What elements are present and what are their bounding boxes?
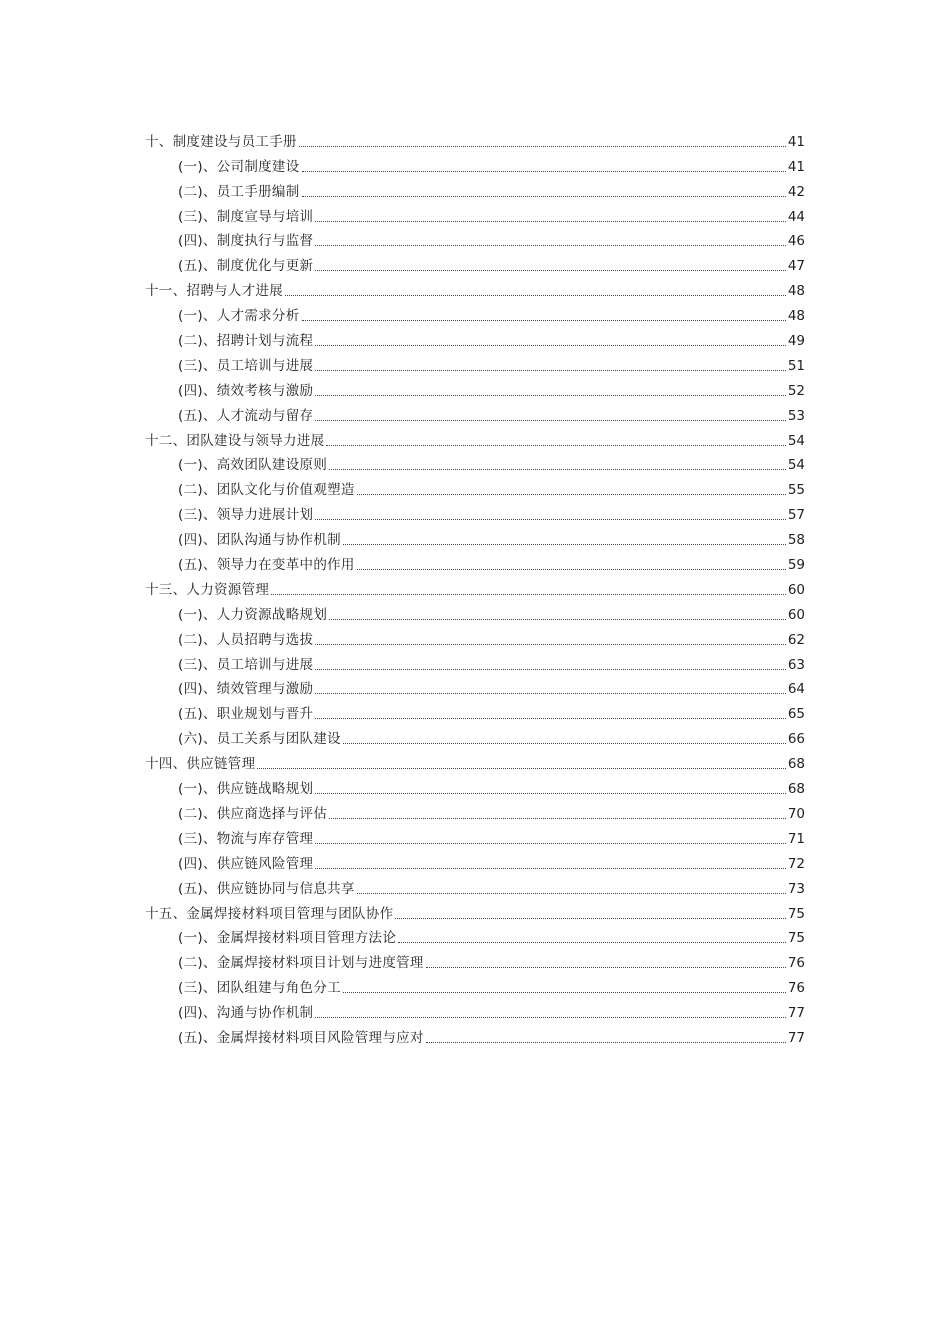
toc-page-number: 76 <box>787 980 805 997</box>
toc-section-entry[interactable] <box>145 499 805 524</box>
toc-dot-leader <box>315 370 785 371</box>
toc-entry-title: (五)、供应链协同与信息共享 <box>178 880 355 897</box>
toc-dot-leader <box>426 967 786 968</box>
toc-entry-title: (一)、公司制度建设 <box>178 158 300 175</box>
toc-entry-title: (六)、员工关系与团队建设 <box>178 731 341 748</box>
toc-dot-leader <box>315 669 785 670</box>
toc-page-number: 77 <box>787 1005 805 1022</box>
toc-section-entry[interactable] <box>145 723 805 748</box>
toc-entry-title: (四)、沟通与协作机制 <box>178 1005 314 1022</box>
toc-page-number: 55 <box>787 482 805 499</box>
toc-section-entry[interactable] <box>145 773 805 798</box>
toc-section-entry[interactable] <box>145 674 805 699</box>
toc-dot-leader <box>343 992 786 993</box>
toc-entry-title: (五)、职业规划与晋升 <box>178 706 314 723</box>
toc-page-number: 41 <box>787 158 805 175</box>
toc-entry-title: (五)、金属焊接材料项目风险管理与应对 <box>178 1029 424 1046</box>
toc-chapter-entry[interactable] <box>145 126 805 151</box>
toc-dot-leader <box>426 1042 786 1043</box>
toc-page-number: 68 <box>787 781 805 798</box>
toc-dot-leader <box>315 1017 785 1018</box>
toc-entry-title: 十、制度建设与员工手册 <box>145 133 297 150</box>
toc-entry-title: (五)、制度优化与更新 <box>178 258 314 275</box>
toc-page-number: 52 <box>787 382 805 399</box>
toc-section-entry[interactable] <box>145 325 805 350</box>
toc-section-entry[interactable] <box>145 300 805 325</box>
toc-entry-title: (二)、员工手册编制 <box>178 183 300 200</box>
toc-page-number: 70 <box>787 805 805 822</box>
toc-page-number: 62 <box>787 631 805 648</box>
toc-section-entry[interactable] <box>145 823 805 848</box>
toc-section-entry[interactable] <box>145 350 805 375</box>
toc-section-entry[interactable] <box>145 947 805 972</box>
toc-dot-leader <box>329 619 786 620</box>
toc-entry-title: (一)、人才需求分析 <box>178 308 300 325</box>
toc-chapter-entry[interactable] <box>145 748 805 773</box>
toc-entry-title: (二)、金属焊接材料项目计划与进度管理 <box>178 955 424 972</box>
toc-page-number: 59 <box>787 557 805 574</box>
toc-section-entry[interactable] <box>145 698 805 723</box>
toc-section-entry[interactable] <box>145 848 805 873</box>
toc-dot-leader <box>357 893 786 894</box>
toc-dot-leader <box>271 594 786 595</box>
toc-entry-title: 十四、供应链管理 <box>145 756 256 773</box>
toc-dot-leader <box>315 270 785 271</box>
toc-section-entry[interactable] <box>145 375 805 400</box>
toc-entry-title: (二)、人员招聘与选拔 <box>178 631 314 648</box>
toc-section-entry[interactable] <box>145 524 805 549</box>
toc-page-number: 54 <box>787 432 805 449</box>
toc-page-number: 73 <box>787 880 805 897</box>
toc-dot-leader <box>395 918 785 919</box>
toc-entry-title: (四)、绩效管理与激励 <box>178 681 314 698</box>
toc-page-number: 63 <box>787 656 805 673</box>
toc-chapter-entry[interactable] <box>145 425 805 450</box>
toc-page-number: 76 <box>787 955 805 972</box>
toc-page-number: 60 <box>787 606 805 623</box>
toc-dot-leader <box>315 868 785 869</box>
toc-dot-leader <box>302 171 786 172</box>
toc-section-entry[interactable] <box>145 549 805 574</box>
toc-dot-leader <box>343 544 786 545</box>
toc-section-entry[interactable] <box>145 450 805 475</box>
toc-page-number: 41 <box>787 133 805 150</box>
toc-section-entry[interactable] <box>145 151 805 176</box>
toc-section-entry[interactable] <box>145 176 805 201</box>
toc-entry-title: (四)、绩效考核与激励 <box>178 382 314 399</box>
toc-page-number: 65 <box>787 706 805 723</box>
toc-page-number: 75 <box>787 930 805 947</box>
toc-page-number: 72 <box>787 855 805 872</box>
toc-dot-leader <box>315 843 785 844</box>
toc-dot-leader <box>315 519 785 520</box>
toc-dot-leader <box>315 793 785 794</box>
toc-dot-leader <box>315 644 785 645</box>
toc-entry-title: (三)、员工培训与进展 <box>178 656 314 673</box>
toc-dot-leader <box>315 245 785 246</box>
toc-entry-title: (三)、员工培训与进展 <box>178 357 314 374</box>
toc-page-number: 58 <box>787 532 805 549</box>
toc-dot-leader <box>315 420 785 421</box>
toc-dot-leader <box>315 221 785 222</box>
toc-section-entry[interactable] <box>145 250 805 275</box>
toc-dot-leader <box>315 693 785 694</box>
toc-entry-title: 十五、金属焊接材料项目管理与团队协作 <box>145 905 394 922</box>
toc-page-number: 77 <box>787 1029 805 1046</box>
toc-dot-leader <box>329 469 786 470</box>
toc-section-entry[interactable] <box>145 873 805 898</box>
toc-entry-title: (三)、领导力进展计划 <box>178 507 314 524</box>
toc-entry-title: (五)、领导力在变革中的作用 <box>178 557 355 574</box>
toc-dot-leader <box>302 196 786 197</box>
toc-page-number: 57 <box>787 507 805 524</box>
toc-page-number: 64 <box>787 681 805 698</box>
toc-page-number: 42 <box>787 183 805 200</box>
toc-page-number: 53 <box>787 407 805 424</box>
toc-entry-title: (五)、人才流动与留存 <box>178 407 314 424</box>
toc-section-entry[interactable] <box>145 649 805 674</box>
toc-dot-leader <box>357 494 786 495</box>
toc-page-number: 44 <box>787 208 805 225</box>
toc-section-entry[interactable] <box>145 201 805 226</box>
toc-page-number: 75 <box>787 905 805 922</box>
toc-page-number: 68 <box>787 756 805 773</box>
toc-page-number: 51 <box>787 357 805 374</box>
table-of-contents <box>145 126 805 1047</box>
toc-dot-leader <box>357 569 786 570</box>
toc-dot-leader <box>329 818 786 819</box>
toc-entry-title: (一)、人力资源战略规划 <box>178 606 328 623</box>
toc-entry-title: (一)、供应链战略规划 <box>178 781 314 798</box>
toc-dot-leader <box>315 345 785 346</box>
toc-section-entry[interactable] <box>145 798 805 823</box>
toc-page-number: 71 <box>787 830 805 847</box>
toc-section-entry[interactable] <box>145 1022 805 1047</box>
toc-page-number: 54 <box>787 457 805 474</box>
toc-entry-title: (四)、供应链风险管理 <box>178 855 314 872</box>
toc-entry-title: (三)、物流与库存管理 <box>178 830 314 847</box>
toc-chapter-entry[interactable] <box>145 898 805 923</box>
toc-page-number: 66 <box>787 731 805 748</box>
toc-dot-leader <box>285 295 786 296</box>
toc-page-number: 48 <box>787 283 805 300</box>
toc-page-number: 60 <box>787 581 805 598</box>
toc-entry-title: (一)、金属焊接材料项目管理方法论 <box>178 930 397 947</box>
toc-page-number: 48 <box>787 308 805 325</box>
toc-section-entry[interactable] <box>145 972 805 997</box>
toc-dot-leader <box>257 768 785 769</box>
toc-entry-title: 十二、团队建设与领导力进展 <box>145 432 325 449</box>
toc-section-entry[interactable] <box>145 400 805 425</box>
toc-dot-leader <box>398 942 786 943</box>
toc-entry-title: (三)、制度宣导与培训 <box>178 208 314 225</box>
toc-page-number: 46 <box>787 233 805 250</box>
toc-section-entry[interactable] <box>145 923 805 948</box>
toc-entry-title: (二)、招聘计划与流程 <box>178 333 314 350</box>
toc-dot-leader <box>302 320 786 321</box>
toc-entry-title: (三)、团队组建与角色分工 <box>178 980 341 997</box>
toc-chapter-entry[interactable] <box>145 275 805 300</box>
toc-section-entry[interactable] <box>145 599 805 624</box>
toc-entry-title: 十三、人力资源管理 <box>145 581 270 598</box>
toc-dot-leader <box>326 445 785 446</box>
toc-chapter-entry[interactable] <box>145 574 805 599</box>
toc-dot-leader <box>343 743 786 744</box>
toc-dot-leader <box>315 395 785 396</box>
toc-section-entry[interactable] <box>145 474 805 499</box>
toc-entry-title: (一)、高效团队建设原则 <box>178 457 328 474</box>
toc-entry-title: (四)、团队沟通与协作机制 <box>178 532 341 549</box>
toc-entry-title: 十一、招聘与人才进展 <box>145 283 283 300</box>
toc-section-entry[interactable] <box>145 997 805 1022</box>
toc-section-entry[interactable] <box>145 624 805 649</box>
toc-page-number: 47 <box>787 258 805 275</box>
toc-dot-leader <box>299 146 786 147</box>
toc-entry-title: (二)、团队文化与价值观塑造 <box>178 482 355 499</box>
toc-entry-title: (四)、制度执行与监督 <box>178 233 314 250</box>
toc-entry-title: (二)、供应商选择与评估 <box>178 805 328 822</box>
toc-section-entry[interactable] <box>145 226 805 251</box>
toc-dot-leader <box>315 718 785 719</box>
toc-page-number: 49 <box>787 333 805 350</box>
